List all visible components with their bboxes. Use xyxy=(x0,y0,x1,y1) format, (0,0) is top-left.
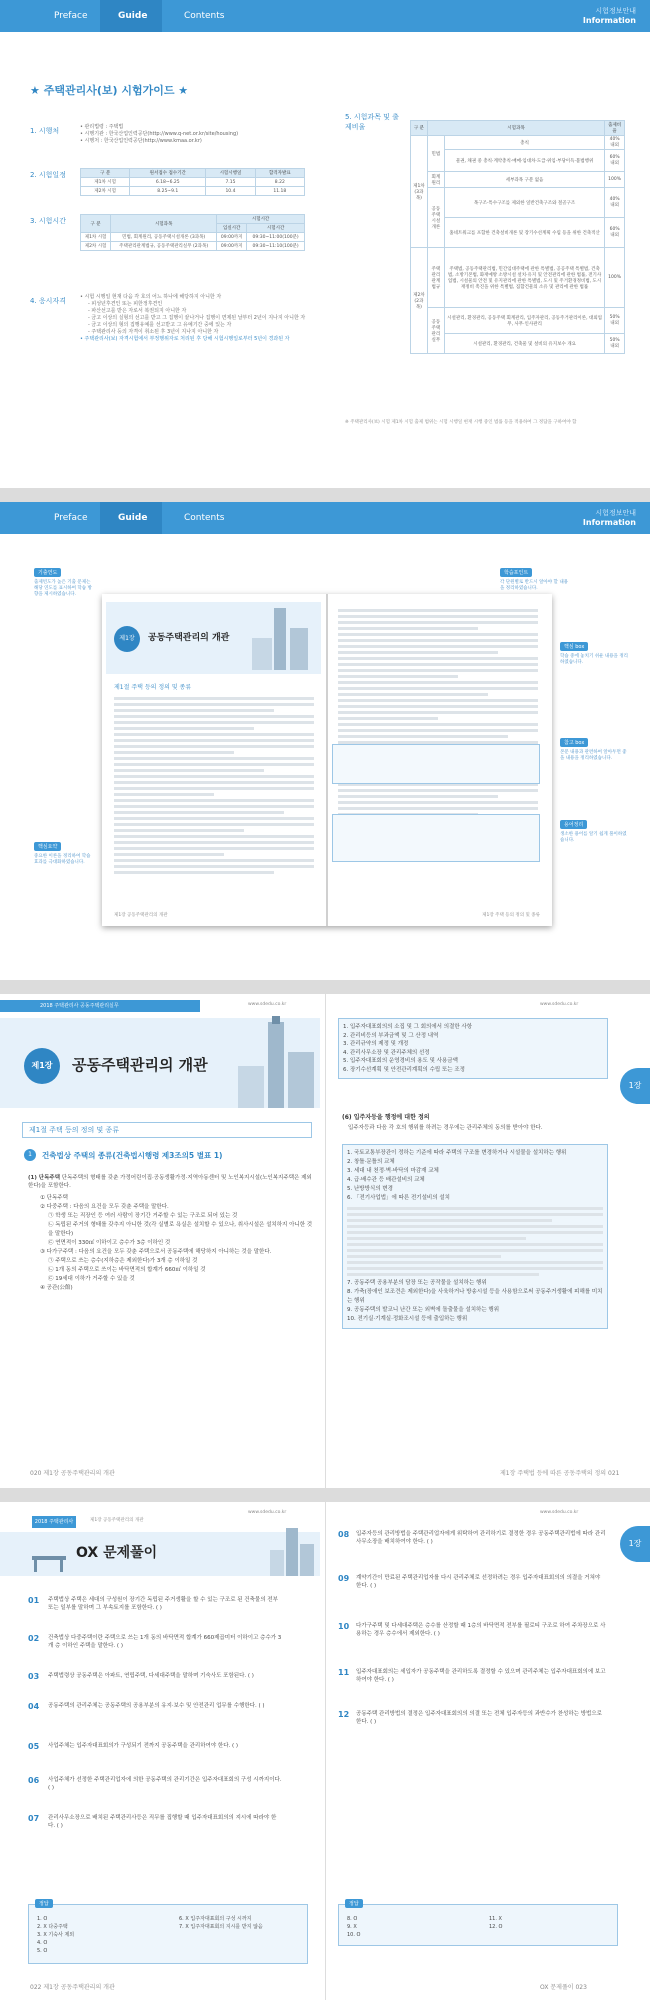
question-text: 관리사무소장으로 배치된 주택관리사등은 직무를 집행할 때 입주자대표회의의 지시에 따라야 한다. ( ) xyxy=(48,1815,277,1829)
chapter-side-tab: 1장 xyxy=(620,1068,650,1104)
question-number: 10 xyxy=(338,1622,350,1631)
question-number: 08 xyxy=(338,1530,350,1539)
question-number: 09 xyxy=(338,1574,350,1583)
page-number-right-value: 021 xyxy=(608,1470,620,1477)
callout-tag-year: 기출연도 xyxy=(34,568,61,577)
page-number-left-text: 제1장 공동주택관리의 개관 xyxy=(43,1984,115,1991)
list-item: ㉡ 독립된 주거의 형태를 갖추지 아니한 것(각 실별로 욕실은 설치할 수 있으나, 취사시설은 설치하지 아니한 것을 말한다) xyxy=(48,1222,313,1237)
ox-header-label: 2018 주택관리사 xyxy=(32,1516,76,1528)
section-2-heading: 2. 시험일정 xyxy=(30,171,66,179)
list-item: 5. 난방방식의 변경 xyxy=(347,1186,393,1192)
answer-item: 5. O xyxy=(37,1948,48,1954)
callout-tag-ref: 참고 box xyxy=(560,738,588,747)
list-item: 10. 전기실·기계실·정화조시설 등에 출입하는 행위 xyxy=(347,1316,468,1322)
chapter-badge: 제1장 xyxy=(24,1048,60,1084)
section-1-body xyxy=(80,124,310,145)
section-4-heading: 4. 응시자격 xyxy=(30,297,66,305)
list-item: 5. 입주자대표회의 운영경비의 용도 및 사용금액 xyxy=(343,1058,458,1064)
s1-line: • 시행기관 : 한국산업인력공단(http://www.q-net.or.kr/site/housing) xyxy=(80,131,239,137)
website-left: www.sdedu.co.kr xyxy=(248,1510,287,1515)
item-1-list xyxy=(40,1194,314,1293)
answer-list-c xyxy=(347,1915,360,1939)
list-item: 4. 급·배수관 등 배관설비의 교체 xyxy=(347,1177,425,1183)
s4-line: - 주택관리사 등의 자격이 취소된 후 3년이 지나지 아니한 자 xyxy=(88,329,219,335)
footer-left: 제1장 공동주택관리의 개관 xyxy=(114,913,168,918)
callout-text-year: 출제빈도가 높은 기출 문제는 해당 연도를 표시하여 학습 방향을 제시하였습니다. xyxy=(34,580,92,597)
list-item: ㉠ 학생 또는 직장인 등 여러 사람이 장기간 거주할 수 있는 구조로 되어 있는 것 xyxy=(48,1213,238,1219)
page-number-left xyxy=(30,1982,115,1991)
footer-right: 제1장 주택 등의 정의 및 종류 xyxy=(482,913,540,918)
section-title: 제1절 주택 등의 정의 및 종류 xyxy=(114,684,192,691)
callout-text-summary: 중요한 이론을 정리하여 학습 효과를 극대화하였습니다. xyxy=(34,854,91,865)
nav-info-top: 시험정보안내 xyxy=(595,509,636,517)
answer-item: 2. X 다중주택 xyxy=(37,1924,68,1930)
question-text: 공동주택의 관리주체는 공동주택의 공용부분의 유지·보수 및 안전관리 업무를 수행한다. ( ) xyxy=(48,1703,265,1709)
question-text: 입주자대표회의는 세입자가 공동주택을 관리하도록 결정할 수 있으며 관리주체는 입주자대표회의에 보고하여야 한다. ( ) xyxy=(356,1669,606,1683)
page-number-left-value: 022 xyxy=(30,1984,42,1991)
s4-line: • 주택관리사(보) 자격시험에서 부정행위자로 처리된 후 당해 시험시행일로부터 5년이 경과된 자 xyxy=(80,336,290,342)
page-number-left-text: 제1장 공동주택관리의 개관 xyxy=(43,1470,115,1477)
website-left: www.sdedu.co.kr xyxy=(248,1002,287,1007)
s1-line: • 시행처 : 한국산업인력공단(http://www.kmaa.or.kr) xyxy=(80,138,202,144)
s4-line: - 금고 이상의 실형의 선고를 받고 그 집행이 끝나거나 집행이 면제된 날부터 2년이 지나지 아니한 자 xyxy=(88,315,306,321)
nav-info-bottom: Information xyxy=(582,518,636,527)
question-text: 건축법상 다중주택이란 주택으로 쓰는 1개 동의 바닥면적 합계가 660제곱미터 이하이고 층수가 3개 층 이하인 주택을 말한다. ( ) xyxy=(48,1635,282,1649)
nav-info xyxy=(583,509,636,527)
building-illustration xyxy=(270,1528,316,1576)
tab-contents[interactable]: Contents xyxy=(184,513,225,523)
answer-item: 9. X xyxy=(347,1924,357,1930)
ref-box xyxy=(332,814,540,862)
question-text: 다가구주택 및 다세대주택은 층수를 산정할 때 1층의 바닥면적 전부를 필로티 구조로 하여 주차장으로 사용하는 경우 층수에서 제외한다. ( ) xyxy=(356,1623,606,1637)
question-text: 주택법령상 공동주택은 아파트, 연립주택, 다세대주택을 말하며 기숙사도 포함된다. ( ) xyxy=(48,1673,254,1679)
building-illustration xyxy=(238,1022,318,1108)
nav-info-bottom: Information xyxy=(582,16,636,25)
list-item: ㉢ 연면적이 330㎡ 이하이고 층수가 3층 이하인 것 xyxy=(48,1240,171,1246)
answer-item: 4. O xyxy=(37,1940,48,1946)
book-spread xyxy=(102,594,552,926)
guide-panel xyxy=(0,0,650,488)
list-item: 4. 관리사무소장 및 관리주체의 선정 xyxy=(343,1049,430,1056)
question-number: 02 xyxy=(28,1634,40,1643)
answer-item: 7. X 입주자대표회의 지시를 받지 않음 xyxy=(179,1924,263,1930)
website-right: www.sdedu.co.kr xyxy=(540,1510,579,1515)
schedule-table: 구 분 원서접수 접수기간 시험시행일 합격자발표 제1차 시험 6.18~6.25 7.15 8.22 제2차 시험 8.25~9.1 10.4 11.18 xyxy=(80,168,305,196)
s4-line: - 피성년후견인 또는 피한정후견인 xyxy=(88,301,163,307)
question-text: 사업주체가 선정한 주택관리업자에 의한 공동주택의 관리기간은 입주자대표회의 구성 시까지이다. ( ) xyxy=(48,1777,282,1791)
key-box xyxy=(332,744,540,784)
guide-title: ★ 주택관리사(보) 시험가이드 ★ xyxy=(30,84,189,97)
question-number: 06 xyxy=(28,1776,40,1785)
list-item: 2. 관리비등의 부과금액 및 그 산정 내역 xyxy=(343,1032,439,1039)
page-number-left xyxy=(30,1468,115,1477)
tab-guide[interactable]: Guide xyxy=(118,11,148,21)
question-number: 11 xyxy=(338,1668,350,1677)
list-item: 7. 공동주택 공용부분의 담장 또는 공작물을 설치하는 행위 xyxy=(347,1280,487,1286)
question-number: 01 xyxy=(28,1596,40,1605)
callout-text-key: 학습 중에 놓치기 쉬운 내용을 정리하였습니다. xyxy=(560,654,629,665)
list-item: ② 다중주택 : 다음의 요건을 모두 갖춘 주택을 말한다. xyxy=(40,1204,169,1210)
question-number: 12 xyxy=(338,1710,350,1719)
box-text-lines xyxy=(347,1207,603,1276)
question-number: 04 xyxy=(28,1702,40,1711)
page-number-right-value: 023 xyxy=(575,1984,587,1991)
question-text: 사업주체는 입주자대표회의가 구성되기 전까지 공동주택을 관리하여야 한다. ( ) xyxy=(48,1743,239,1749)
section-1-heading: 1. 시행처 xyxy=(30,127,60,135)
list-item: ④ 공관(公館) xyxy=(40,1285,73,1291)
tab-contents[interactable]: Contents xyxy=(184,11,225,21)
section-5-heading: 5. 시험과목 및 출제비율 xyxy=(345,113,399,131)
timetable-table: 구 분 시험과목 시험시간 입실시간 시험시간 제1차 시험 민법, 회계원리, 공동주택시설개론 (3과목) 09:00까지 09:30~11:00(100분) 제2차 시험 주택관리관계법규, 공동주택관리실무 (2과목) 09:00까지 09:30~11:10(100분) xyxy=(80,214,305,251)
page-text-right xyxy=(338,606,538,831)
tab-preface[interactable]: Preface xyxy=(54,11,88,21)
answer-item: 12. O xyxy=(489,1924,503,1930)
list-item: 6. 「전기사업법」에 따른 전기설비의 설치 xyxy=(347,1195,450,1201)
ox-panel xyxy=(0,1502,650,2000)
answer-item: 6. X 입주자대표회의 구성 시까지 xyxy=(179,1916,252,1922)
question-number: 05 xyxy=(28,1742,40,1751)
tab-preface[interactable]: Preface xyxy=(54,513,88,523)
ox-header-small: 제1장 공동주택관리의 개관 xyxy=(90,1518,144,1523)
callout-tag-key: 핵심 box xyxy=(560,642,588,651)
answer-item: 1. O xyxy=(37,1916,48,1922)
answer-list-d xyxy=(489,1915,502,1931)
page-number-right xyxy=(540,1982,587,1991)
answer-item: 10. O xyxy=(347,1932,361,1938)
callout-text-ref: 본문 내용과 관련하여 알아두면 좋을 내용을 정리하였습니다. xyxy=(560,750,627,761)
chapter-badge: 제1장 xyxy=(114,626,140,652)
chapter-title: 공동주택관리의 개관 xyxy=(148,633,230,643)
s4-line: • 시험 시행일 현재 다음 각 호의 어느 하나에 해당하지 아니한 자 xyxy=(80,294,222,300)
callout-text-term: 생소한 용어를 알기 쉽게 풀이하였습니다. xyxy=(560,832,627,843)
item-1-title: (1) 단독주택 xyxy=(28,1175,61,1181)
list-item: 3. 관리규약의 제정 및 개정 xyxy=(343,1041,409,1047)
s4-line: - 금고 이상의 형의 집행유예를 선고받고 그 유예기간 중에 있는 자 xyxy=(88,322,232,328)
list-item: 8. 가축(장애인 보조견은 제외한다)을 사육하거나 방송시설 등을 사용함으로써 공동주거생활에 피해를 미치는 행위 xyxy=(347,1289,603,1304)
chapter-panel xyxy=(0,994,650,1488)
top-nav xyxy=(0,0,650,32)
chapter-side-tab: 1장 xyxy=(620,1526,650,1562)
page-number-right-text: 제1장 주택법 등에 따른 공동주택의 정의 xyxy=(500,1470,607,1477)
section-title: 제1절 주택 등의 정의 및 종류 xyxy=(22,1122,312,1138)
answer-item: 11. X xyxy=(489,1916,502,1922)
list-item: 6. 장기수선계획 및 안전관리계획의 수립 또는 조정 xyxy=(343,1066,465,1073)
page-text-left xyxy=(114,694,314,877)
callout-text-point: 각 단원별로 반드시 알아야 할 내용을 정리하였습니다. xyxy=(500,580,569,591)
website-right: www.sdedu.co.kr xyxy=(540,1002,579,1007)
page-number-right xyxy=(500,1468,619,1477)
chapter-title: 공동주택관리의 개관 xyxy=(72,1056,208,1074)
page-number-right-text: OX 문제풀이 xyxy=(540,1984,574,1991)
list-item: 1. 국토교통부장관이 정하는 기준에 따라 주택의 구조를 변경하거나 시설물을 설치하는 행위 xyxy=(347,1150,567,1156)
ox-title: OX 문제풀이 xyxy=(76,1545,158,1561)
subjects-note: ※ 주택관리사(보) 시험 제1차 시험 출제 범위는 시험 시행일 현재 시행 중인 법률 등을 적용하여 그 정답을 구하여야 함 xyxy=(345,420,577,425)
list-item: ③ 다가구주택 : 다음의 요건을 모두 갖춘 주택으로서 공동주택에 해당하지 아니하는 것을 말한다. xyxy=(40,1249,272,1255)
building-illustration xyxy=(252,608,312,670)
question-text: 입주자등의 관리방법을 주택관리업자에게 위탁하여 관리하기로 결정한 경우 공동주택관리법에 따라 관리사무소장을 배치하여야 한다. ( ) xyxy=(356,1531,606,1545)
bench-illustration xyxy=(28,1534,68,1574)
list-item: ㉠ 주택으로 쓰는 층수(지하층은 제외한다)가 3개 층 이하일 것 xyxy=(48,1258,198,1264)
page-number-left-value: 020 xyxy=(30,1470,42,1477)
question-number: 07 xyxy=(28,1814,40,1823)
list-item: ① 단독주택 xyxy=(40,1195,68,1201)
question-number: 03 xyxy=(28,1672,40,1681)
answer-box-left xyxy=(28,1901,308,1964)
section-4-body xyxy=(80,294,308,343)
right-paragraph: 입주자등과 다음 각 호의 행위를 하려는 경우에는 관리주체의 동의를 받아야 한다. xyxy=(348,1125,543,1131)
callout-tag-summary: 핵심요약 xyxy=(34,842,61,851)
s1-line: • 관리법령 : 주택법 xyxy=(80,124,124,130)
callout-tag-point: 학습포인트 xyxy=(500,568,532,577)
list-item: ㉢ 19세대 이하가 거주할 수 있을 것 xyxy=(48,1276,135,1282)
right-heading: (6) 입주자등을 행정에 대한 정의 xyxy=(342,1114,430,1121)
heading-1: 건축법상 주택의 종류(건축법시행령 제3조의5 별표 1) xyxy=(42,1151,223,1160)
question-text: 계약기간이 만료된 주택관리업자를 다시 관리주체로 선정하려는 경우 입주자대표회의의 의결을 거쳐야 한다. ( ) xyxy=(356,1575,601,1589)
question-text: 주택법상 주택은 세대의 구성원이 장기간 독립된 주거생활을 할 수 있는 구조로 된 건축물의 전부 또는 일부를 말하며 그 부속토지를 포함한다. ( ) xyxy=(48,1597,278,1611)
heading-number-icon: 1 xyxy=(24,1149,36,1161)
answer-list-a xyxy=(37,1915,74,1955)
chapter-header-band: 2018 주택관리사 공동주택관리실무 xyxy=(0,1000,200,1012)
tab-guide[interactable]: Guide xyxy=(118,513,148,523)
question-text: 공동주택 관리방법의 결정은 입주자대표회의의 의결 또는 전체 입주자등의 과반수가 찬성하는 방법으로 한다. ( ) xyxy=(356,1711,602,1725)
right-detail-box xyxy=(342,1144,608,1329)
section-3-heading: 3. 시험시간 xyxy=(30,217,66,225)
list-item: 3. 세대 내 천정·벽·바닥의 마감재 교체 xyxy=(347,1168,439,1174)
s4-line: - 파산선고를 받은 자로서 복권되지 아니한 자 xyxy=(88,308,187,314)
right-summary-box xyxy=(338,1018,608,1079)
item-1-text: 단독주택의 형태를 갖춘 가정어린이집·공동생활가정·지역아동센터 및 노인복지시설(노인복지주택은 제외한다)을 포함한다. xyxy=(28,1175,312,1189)
answer-tag: 정답 xyxy=(345,1899,363,1908)
answer-box-right xyxy=(338,1901,618,1946)
answer-list-b xyxy=(179,1915,304,1931)
list-item: ㉡ 1개 동의 주택으로 쓰이는 바닥면적의 합계가 660㎡ 이하일 것 xyxy=(48,1267,206,1273)
list-item: 9. 공동주택의 발코니 난간 또는 외벽에 돌출물을 설치하는 행위 xyxy=(347,1307,500,1313)
answer-item: 8. O xyxy=(347,1916,358,1922)
list-item: 2. 창틀·문틀의 교체 xyxy=(347,1159,395,1165)
answer-item: 3. X 기숙사 제외 xyxy=(37,1932,75,1938)
callout-tag-term: 용어정리 xyxy=(560,820,587,829)
subjects-table: 구 분 시험과목 출제비율 제1차 (3과목) 민법 총칙 40% 내외 물권, 채권 중 총칙·계약총칙·매매·임대차·도급·위임·부당이득·불법행위 60% 내외 회계원리 세부과목 구분 없음 100% 공동주택시설개론 목구조·특수구조를 제외한 일반건축구조와 철골구조 40% 내외 홈네트워크를 포함한 건축설비개론 및 장기수선계획 수립 등을 위한 건축적산 60% 내외 제2차 (2과목) 주택관리관계법규 주택법, 공동주택관리법, 민간임대주택에 관한 특별법, 공공주택 특별법, 건축법, 소방기본법, 화재예방 소방시설 설치·유지 및 안전관리에 관한 법률, 전기사업법, 시설물의 안전 및 유지관리에 관한 특별법, 도시 및 주거환경정비법, 도시재정비 촉진을 위한 특별법, 집합건물의 소유 및 관리에 관한 법률 100% 공동주택관리실무 시설관리, 환경관리, 공동주택 회계관리, 입주자관리, 공동주거관리이론, 대외업무, 사무·인사관리 50% 내외 시설관리, 환경관리, 건축물 및 설비의 유지보수 개요 50% 내외 xyxy=(410,120,625,354)
preview-panel xyxy=(0,502,650,980)
item-1 xyxy=(28,1174,314,1190)
nav-info-top: 시험정보안내 xyxy=(595,7,636,15)
list-item: 1. 입주자대표회의의 소집 및 그 회의에서 의결한 사항 xyxy=(343,1024,473,1030)
nav-info xyxy=(583,7,636,25)
answer-tag: 정답 xyxy=(35,1899,53,1908)
top-nav-2 xyxy=(0,502,650,534)
